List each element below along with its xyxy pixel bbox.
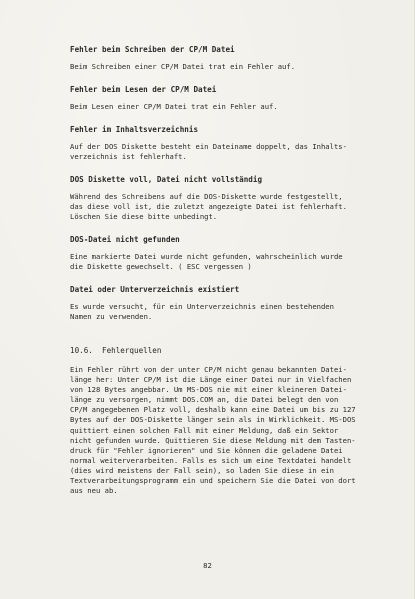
body-line: Beim Schreiben einer CP/M Datei trat ein Fehler auf. bbox=[70, 62, 296, 71]
body-line: Während des Schreibens auf die DOS-Diskette wurde festgestellt, bbox=[70, 192, 343, 201]
page-number: 82 bbox=[203, 561, 212, 570]
error-section bbox=[70, 235, 390, 272]
body-line: CP/M angegebenen Platz voll, deshalb kann eine Datei um bis zu 127 bbox=[70, 405, 356, 415]
body-line: länge her: Unter CP/M ist die Länge einer Datei nur in Vielfachen bbox=[70, 375, 352, 385]
body-line: quittiert einen solchen Fall mit einer Meldung, daß ein Sektor bbox=[70, 425, 339, 435]
error-section bbox=[70, 125, 390, 162]
section-heading: DOS Diskette voll, Datei nicht vollständig bbox=[70, 175, 263, 184]
error-section bbox=[70, 175, 390, 222]
body-line: Beim Lesen einer CP/M Datei trat ein Fehler auf. bbox=[70, 102, 278, 111]
error-section bbox=[70, 45, 390, 72]
body-line: Namen zu verwenden. bbox=[70, 312, 153, 321]
body-line: druck für "Fehler ignorieren" und Sie können die geladene Datei bbox=[70, 445, 343, 455]
error-section bbox=[70, 85, 390, 112]
body-line: Eine markierte Datei wurde nicht gefunden, wahrscheinlich wurde bbox=[70, 252, 343, 261]
body-line: Löschen Sie diese bitte unbedingt. bbox=[70, 212, 218, 221]
body-line: aus neu ab. bbox=[70, 486, 118, 496]
section-heading: Fehler im Inhaltsverzeichnis bbox=[70, 125, 199, 134]
body-line: Bytes auf der DOS-Diskette länger sein als in Wirklichkeit. MS-DOS bbox=[70, 415, 356, 425]
body-line: nicht gefunden wurde. Quittieren Sie diese Meldung mit dem Tasten- bbox=[70, 435, 356, 445]
body-line: das diese voll ist, die zuletzt angezeigte Datei ist fehlerhaft. bbox=[70, 202, 347, 211]
section-heading: Fehler beim Lesen der CP/M Datei bbox=[70, 85, 217, 94]
body-line: verzeichnis ist fehlerhaft. bbox=[70, 152, 187, 161]
error-section bbox=[70, 285, 390, 322]
body-line: Es wurde versucht, für ein Unterverzeichnis einen bestehenden bbox=[70, 302, 334, 311]
body-line: die Diskette gewechselt. ( ESC vergessen ) bbox=[70, 262, 252, 271]
body-line: länge zu versorgen, nimmt DOS.COM an, die Datei belegt den von bbox=[70, 395, 339, 405]
section-heading: Datei oder Unterverzeichnis existiert bbox=[70, 285, 240, 294]
body-line: Auf der DOS Diskette besteht ein Dateiname doppelt, das Inhalts- bbox=[70, 142, 347, 151]
body-line: Ein Fehler rührt von der unter CP/M nicht genau bekannten Datei- bbox=[70, 365, 347, 374]
chapter-heading: 10.6. Fehlerquellen bbox=[70, 346, 162, 355]
body-line: normal weiterverarbeiten. Falls es sich um eine Textdatei handelt bbox=[70, 455, 352, 465]
body-line: Textverarbeitungsprogramm ein und speichern Sie die Datei von dort bbox=[70, 476, 356, 486]
page-content bbox=[70, 45, 390, 496]
body-line: von 128 Bytes angebbar. Um MS-DOS nie mit einer kleineren Datei- bbox=[70, 385, 347, 395]
body-line: (dies wird meistens der Fall sein), so laden Sie diese in ein bbox=[70, 465, 334, 475]
section-heading: DOS-Datei nicht gefunden bbox=[70, 235, 180, 244]
section-heading: Fehler beim Schreiben der CP/M Datei bbox=[70, 45, 235, 54]
chapter-body bbox=[70, 365, 390, 496]
